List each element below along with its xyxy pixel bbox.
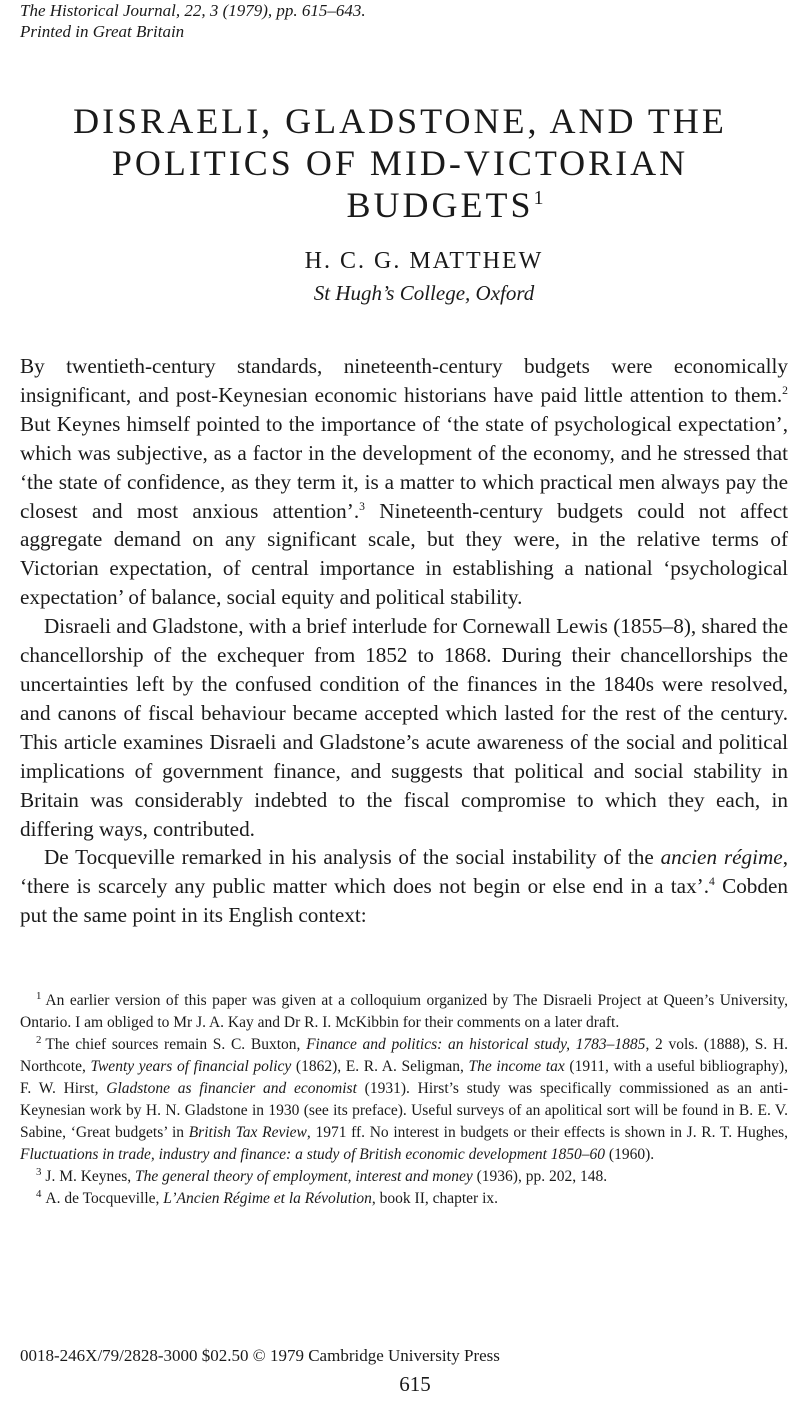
paragraph-3-text-a: De Tocqueville remarked in his analysis of the social instability of the bbox=[44, 845, 661, 870]
footnotes bbox=[20, 990, 788, 1210]
paragraph-1-text-a: By twentieth-century standards, nineteenth-century budgets were economically insignificant, and post-Keynesian economic historians have paid little attention to them. bbox=[20, 354, 788, 407]
footnote-2-text-d: (1911, with a useful bibliography), F. W. Hirst, bbox=[20, 1058, 788, 1097]
footnote-1-text: An earlier version of this paper was given at a colloquium organized by The Disraeli Project at Queen’s University, Ontario. I am obliged to Mr J. A. Kay and Dr R. I. McKibbin for their comments on a later draft. bbox=[20, 992, 788, 1031]
copyright-line: 0018-246X/79/2828-3000 $02.50 © 1979 Cambridge University Press bbox=[20, 1346, 500, 1365]
journal-citation: The Historical Journal, 22, 3 (1979), pp. 615–643. bbox=[20, 1, 366, 20]
paragraph-2: Disraeli and Gladstone, with a brief interlude for Cornewall Lewis (1855–8), shared the chancellorship of the exchequer from 1852 to 1868. During their chancellorships the uncertainties left by the confused condition of the finances in the 1840s were resolved, and canons of fiscal behaviour became accepted which lasted for the rest of the century. This article examines Disraeli and Gladstone’s acute awareness of the social and political implications of government finance, and suggests that political and social stability in Britain was considerably indebted to the fiscal compromise to which they each, in differing ways, contributed. bbox=[20, 614, 788, 841]
paragraph-3-text-c: Cobden put the same point in its English context: bbox=[20, 874, 788, 928]
footnote-4-title: L’Ancien Régime et la Révolution bbox=[163, 1190, 372, 1207]
printed-in: Printed in Great Britain bbox=[20, 22, 185, 41]
footnote-2-text-a: The chief sources remain S. C. Buxton, bbox=[45, 1036, 307, 1053]
title-line-3-text: BUDGETS bbox=[346, 185, 534, 225]
footnote-3-text-b: (1936), pp. 202, 148. bbox=[472, 1168, 608, 1185]
article-body bbox=[20, 352, 788, 930]
footnote-2-text-e: (1931). Hirst’s study was specifically commissioned as an anti-Keynesian work by H. N. Gladstone in 1930 (see its preface). Useful surveys of an apolitical sort will be found in B. E. V. Sabine, ‘Great budgets’ in bbox=[20, 1080, 788, 1141]
footnote-3 bbox=[20, 1166, 788, 1188]
footnote-2-mark: 2 bbox=[36, 1033, 42, 1046]
page-number: 615 bbox=[399, 1372, 431, 1396]
title-line-2: POLITICS OF MID-VICTORIAN bbox=[111, 143, 689, 183]
footnote-ref-3[interactable]: 3 bbox=[359, 499, 365, 513]
footnote-2-text-b: , 2 vols. (1888), S. H. Northcote, bbox=[20, 1036, 788, 1075]
footnote-3-title: The general theory of employment, interest and money bbox=[134, 1168, 473, 1185]
footnote-2-title-3: The income tax bbox=[468, 1058, 565, 1075]
paragraph-1-text-c: Nineteenth-century budgets could not affect aggregate demand on any significant scale, but they were, in the relative terms of Victorian expectation, of central importance in establishing a national ‘psychological expectation’ of balance, social equity and political stability. bbox=[20, 498, 788, 610]
footnote-4-text-a: A. de Tocqueville, bbox=[45, 1190, 164, 1207]
paragraph-1-text-b: But Keynes himself pointed to the importance of ‘the state of psychological expectation’, which was subjective, as a factor in the development of the economy, and he stressed that ‘the state of confidence, as they term it, is a matter to which practical men always pay the closest and most anxious attention’. bbox=[20, 411, 788, 523]
footnote-ref-2[interactable]: 2 bbox=[782, 383, 788, 397]
footnote-4-text-b: , book II, chapter ix. bbox=[371, 1190, 499, 1207]
footnote-2 bbox=[20, 1034, 788, 1166]
author-name: H. C. G. MATTHEW bbox=[304, 248, 544, 274]
author-affiliation: St Hugh’s College, Oxford bbox=[313, 281, 535, 305]
paragraph-3 bbox=[20, 843, 788, 930]
footnote-2-title-5: British Tax Review bbox=[188, 1124, 307, 1141]
paragraph-1 bbox=[20, 352, 788, 612]
title-line-1: DISRAELI, GLADSTONE, AND THE bbox=[73, 101, 727, 141]
footnote-2-title-6: Fluctuations in trade, industry and finance: a study of British economic development 1850–60 bbox=[20, 1146, 606, 1163]
title-line-3 bbox=[0, 184, 800, 226]
footnote-2-text-g: (1960). bbox=[605, 1146, 655, 1163]
author-block bbox=[0, 246, 800, 308]
footnote-2-title-2: Twenty years of financial policy bbox=[90, 1058, 292, 1075]
footnote-2-title-1: Finance and politics: an historical study, 1783–1885 bbox=[306, 1036, 646, 1053]
article-title bbox=[0, 100, 800, 226]
footnote-3-mark: 3 bbox=[36, 1165, 42, 1178]
footnote-4 bbox=[20, 1188, 788, 1210]
paragraph-3-text-b: , ‘there is scarcely any public matter which does not begin or else end in a tax’. bbox=[20, 845, 788, 899]
title-footnote-ref[interactable]: 1 bbox=[533, 187, 544, 209]
journal-header bbox=[20, 0, 366, 42]
footnote-4-mark: 4 bbox=[36, 1187, 42, 1200]
paragraph-3-italic: ancien régime bbox=[660, 845, 783, 870]
footnote-1-mark: 1 bbox=[36, 989, 42, 1002]
footnote-ref-4[interactable]: 4 bbox=[709, 875, 715, 889]
footnote-2-text-c: (1862), E. R. A. Seligman, bbox=[291, 1058, 469, 1075]
footnote-1 bbox=[20, 990, 788, 1034]
footnote-2-text-f: , 1971 ff. No interest in budgets or their effects is shown in J. R. T. Hughes, bbox=[306, 1124, 789, 1141]
footnote-2-title-4: Gladstone as financier and economist bbox=[106, 1080, 357, 1097]
footnote-3-text-a: J. M. Keynes, bbox=[45, 1168, 135, 1185]
